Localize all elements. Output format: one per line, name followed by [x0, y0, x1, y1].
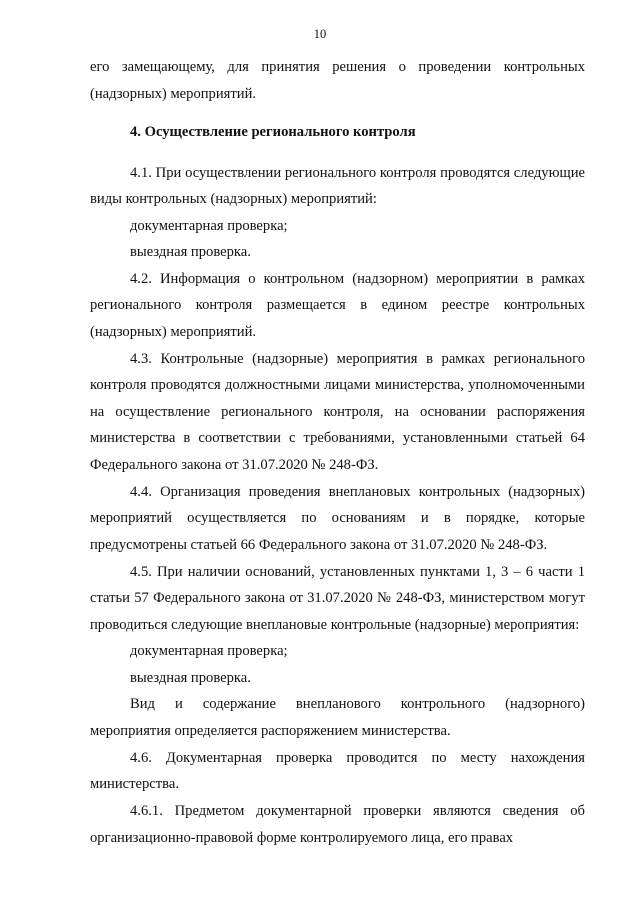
paragraph-4-2: 4.2. Информация о контрольном (надзорном) мероприятии в рамках регионального контроля размещается в едином реестре контрольных (надзорных) мероприятий.	[90, 270, 585, 340]
list-item: документарная проверка;	[130, 643, 288, 659]
paragraph-4-6-1: 4.6.1. Предметом документарной проверки являются сведения об организационно-правовой форме контролируемого лица, его правах	[90, 803, 585, 846]
list-item: выездная проверка.	[130, 669, 251, 686]
document-body	[90, 54, 585, 851]
paragraph-type-and-content: Вид и содержание внепланового контрольного (надзорного) мероприятия определяется распоряжением министерства.	[90, 696, 585, 739]
paragraph-4-6: 4.6. Документарная проверка проводится по месту нахождения министерства.	[90, 749, 585, 792]
paragraph-continuation: его замещающему, для принятия решения о проведении контрольных (надзорных) мероприятий.	[90, 59, 585, 102]
section-heading: 4. Осуществление регионального контроля	[130, 124, 416, 140]
paragraph-4-3: 4.3. Контрольные (надзорные) мероприятия в рамках регионального контроля проводятся должностными лицами министерства, уполномоченными на осуществление регионального контроля, на основании распоряжения министерства в соответствии с требованиями, установленными статьей 64 Федерального закона от 31.07.2020 № 248-ФЗ.	[90, 350, 585, 473]
paragraph-4-4: 4.4. Организация проведения внеплановых контрольных (надзорных) мероприятий осуществляется по основаниям и в порядке, которые предусмотрены статьей 66 Федерального закона от 31.07.2020 № 248-ФЗ.	[90, 483, 585, 553]
list-item: документарная проверка;	[130, 217, 288, 234]
paragraph-4-1: 4.1. При осуществлении регионального контроля проводятся следующие виды контрольных (надзорных) мероприятий:	[90, 164, 585, 207]
paragraph-4-5: 4.5. При наличии оснований, установленных пунктами 1, 3 – 6 части 1 статьи 57 Федерального закона от 31.07.2020 № 248-ФЗ, министерством могут проводиться следующие внеплановые контрольные (надзорные) мероприятия:	[90, 563, 585, 633]
page-number: 10	[313, 27, 327, 41]
list-item: выездная проверка.	[130, 244, 251, 260]
